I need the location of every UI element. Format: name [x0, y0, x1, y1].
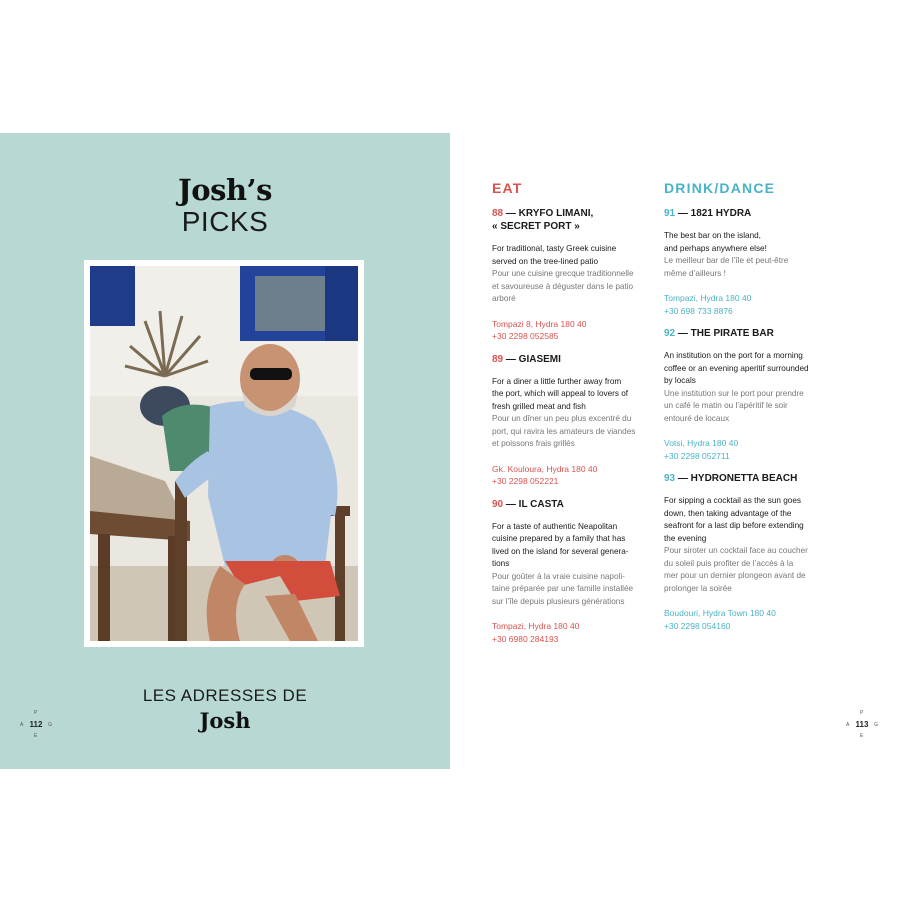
- entry-88: [492, 207, 657, 343]
- entry-description-en: An institution on the port for a morning coffee or an evening aperitif surrounded by locals: [664, 351, 809, 385]
- entry-title: [664, 472, 829, 485]
- folio-letter-g: G: [874, 722, 878, 728]
- entry-name: — IL CASTA: [503, 498, 564, 510]
- entry-description-en: For sipping a cocktail as the sun goes down, then taking advantage of the seafront for a last dip before extending the evening: [664, 496, 804, 543]
- entry-name: — THE PIRATE BAR: [675, 328, 774, 339]
- entry-name: — KRYFO LIMANI,: [503, 208, 594, 219]
- folio-letter-g: G: [48, 722, 52, 728]
- entry-93: [664, 472, 829, 632]
- entry-address: Tompazi, Hydra 180 40 +30 6980 284193: [492, 621, 580, 644]
- folio-letter-p: P: [34, 710, 38, 716]
- entry-title: [492, 353, 657, 366]
- title-picks: PICKS: [181, 206, 269, 237]
- entry-title: [664, 207, 829, 220]
- entry-title: [492, 498, 657, 511]
- entry-title: [492, 207, 657, 233]
- drink-column: [664, 180, 829, 642]
- entry-name: — HYDRONETTA BEACH: [675, 473, 798, 484]
- entry-description-en: The best bar on the island, and perhaps anywhere else!: [664, 231, 767, 253]
- entry-description-fr: Pour goûter à la vraie cuisine napoli- taine préparée par une famille installée sur l’île depuis plusieurs générations: [492, 571, 634, 606]
- entry-address: Tompazi, Hydra 180 40 +30 698 733 8876: [664, 293, 752, 316]
- entry-phone: +30 2298 052585: [492, 331, 559, 341]
- photo-frame: [84, 260, 364, 647]
- entry-92: [664, 327, 829, 462]
- entry-91: [664, 207, 829, 317]
- entry-phone: +30 2298 054160: [664, 620, 731, 631]
- entry-description-en: For traditional, tasty Greek cuisine served on the tree-lined patio: [492, 244, 617, 266]
- entry-phone: +30 2298 052221: [492, 476, 559, 486]
- folio-letter-a: A: [20, 722, 24, 728]
- page-number: 113: [855, 720, 869, 729]
- entry-90: [492, 498, 657, 646]
- entry-description-fr: Pour une cuisine grecque traditionnelle et savoureuse à déguster dans le patio arboré: [492, 269, 634, 303]
- entry-number: 91: [664, 208, 676, 219]
- entry-address: Boudouri, Hydra Town 180 40 +30 2298 054160: [664, 608, 776, 631]
- entry-address: Votsi, Hydra 180 40 +30 2298 052711: [664, 438, 739, 461]
- folio-letter-e: E: [34, 733, 38, 739]
- page-folio-left: [16, 705, 56, 745]
- entry-phone: +30 698 733 8876: [664, 305, 733, 316]
- entry-name: — GIASEMI: [503, 353, 561, 365]
- entry-description-en: For a diner a little further away from the port, which will appeal to lovers of fresh grilled meat and fish: [492, 376, 629, 411]
- entry-phone: +30 6980 284193: [492, 633, 559, 644]
- folio-letter-e: E: [860, 733, 864, 739]
- page-folio-right: [842, 705, 882, 745]
- entry-title: [664, 327, 829, 340]
- entry-89: [492, 353, 657, 488]
- entry-phone: +30 2298 052711: [664, 450, 730, 461]
- eat-column: [492, 180, 657, 655]
- footer-adresses: LES ADRESSES DE: [142, 686, 308, 705]
- entry-description-fr: Le meilleur bar de l’île et peut-être même d’ailleurs !: [664, 256, 789, 278]
- folio-letter-p: P: [860, 710, 864, 716]
- entry-number: 88: [492, 208, 504, 219]
- entry-description-fr: Pour un dîner un peu plus excentré du port, qui ravira les amateurs de viandes et poissons frais grillés: [492, 414, 636, 448]
- entry-number: 92: [664, 328, 676, 339]
- entry-name: — 1821 HYDRA: [675, 208, 752, 219]
- drink-heading: DRINK/DANCE: [664, 180, 776, 196]
- folio-letter-a: A: [846, 722, 850, 728]
- eat-heading: EAT: [492, 180, 523, 196]
- entry-description-fr: Une institution sur le port pour prendre un café le matin ou l’apéritif le soir entouré de locaux: [664, 388, 804, 423]
- left-page: [0, 133, 450, 769]
- entry-number: 93: [664, 473, 676, 484]
- portrait-photo: [90, 266, 358, 641]
- entry-name-line2: « SECRET PORT »: [492, 221, 580, 232]
- entry-description-en: For a taste of authentic Neapolitan cuisine prepared by a family that has lived on the island for several genera- tions: [492, 521, 629, 568]
- page-number: 112: [29, 720, 43, 729]
- title-josh: Josh’s: [178, 173, 272, 207]
- entry-description-fr: Pour siroter un cocktail face au coucher du soleil puis profiter de l’accès à la mer pour un dernier plongeon avant de prolonger la soirée: [664, 546, 808, 593]
- entry-address: Gk. Kouloura, Hydra 180 40 +30 2298 052221: [492, 463, 598, 486]
- footer-josh: Josh: [199, 708, 251, 733]
- entry-number: 90: [492, 498, 504, 510]
- entry-number: 89: [492, 353, 504, 365]
- entry-address: Tompazi 8, Hydra 180 40 +30 2298 052585: [492, 318, 587, 341]
